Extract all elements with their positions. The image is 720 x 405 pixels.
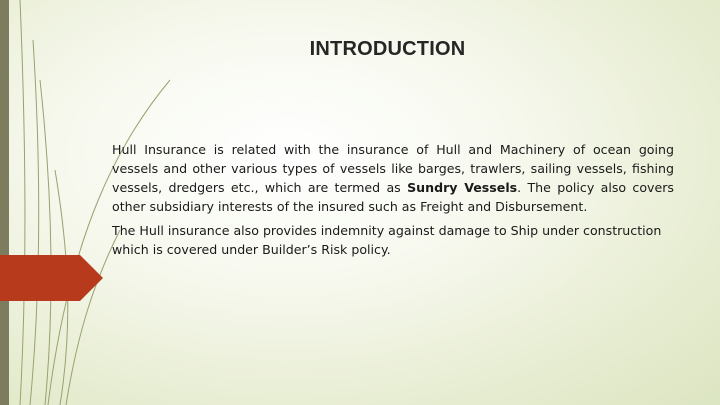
sundry-vessels-term: Sundry Vessels bbox=[407, 180, 518, 195]
paragraph1-text-start: Hull Insurance is related with the insurance of Hull and Machinery of ocean going vessels and other various types of vessels like barges, trawlers, sailing vessels, fishing vessels, dredgers etc., which are termed as bbox=[112, 142, 674, 195]
paragraph-builders-risk: The Hull insurance also provides indemnity against damage to Ship under construction which is covered under Builder’s Risk policy. bbox=[112, 223, 662, 257]
red-arrow-tab bbox=[0, 255, 103, 301]
paragraph1-text-end: . The policy also covers other subsidiary interests of the insured such as Freight and Disbursement. bbox=[112, 180, 674, 214]
paragraph-hull-insurance bbox=[112, 140, 674, 216]
slide-title: INTRODUCTION bbox=[309, 38, 466, 60]
slide-body bbox=[112, 140, 674, 264]
